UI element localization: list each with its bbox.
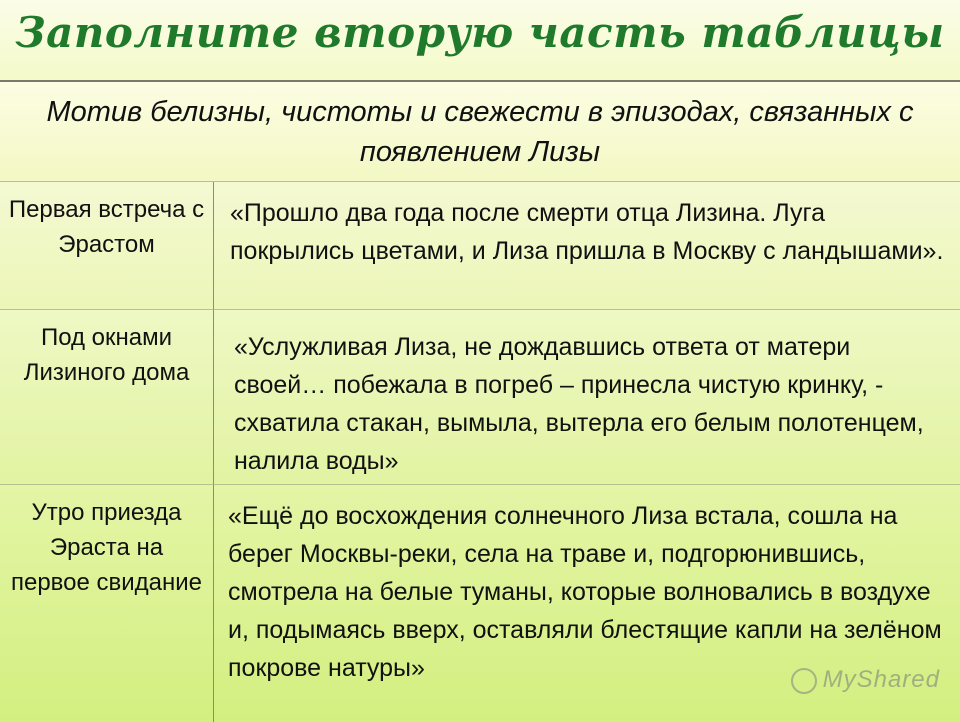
row-quote-first-meeting: «Прошло два года после смерти отца Лизина. Луга покрылись цветами, и Лиза пришла в Москву с ландышами». xyxy=(213,182,960,310)
row-quote-under-windows: «Услужливая Лиза, не дождавшись ответа от матери своей… побежала в погреб – принесла чистую кринку, - схватила стакан, вымыла, вытерла его белым полотенцем, налила воды» xyxy=(213,310,960,485)
row-quote-morning-date: «Ещё до восхождения солнечного Лиза встала, сошла на берег Москвы-реки, села на траве и, подгорюнившись, смотрела на белые туманы, которые волновались в воздухе и, подымаясь вверх, оставляли блестящие капли на зелёном покрове натуры» xyxy=(213,485,960,722)
row-label-first-meeting: Первая встреча с Эрастом xyxy=(0,182,213,310)
slide-title: Заполните вторую часть таблицы xyxy=(15,8,945,57)
row-label-morning-date: Утро приезда Эраста на первое свидание xyxy=(0,485,213,722)
watermark xyxy=(791,666,940,694)
motif-table xyxy=(0,80,960,720)
watermark-logo-icon xyxy=(791,668,817,694)
watermark-text: MyShared xyxy=(822,666,940,693)
table-header: Мотив белизны, чистоты и свежести в эпизодах, связанных с появлением Лизы xyxy=(0,82,960,182)
title-bar xyxy=(0,0,960,80)
row-label-under-windows: Под окнами Лизиного дома xyxy=(0,310,213,485)
